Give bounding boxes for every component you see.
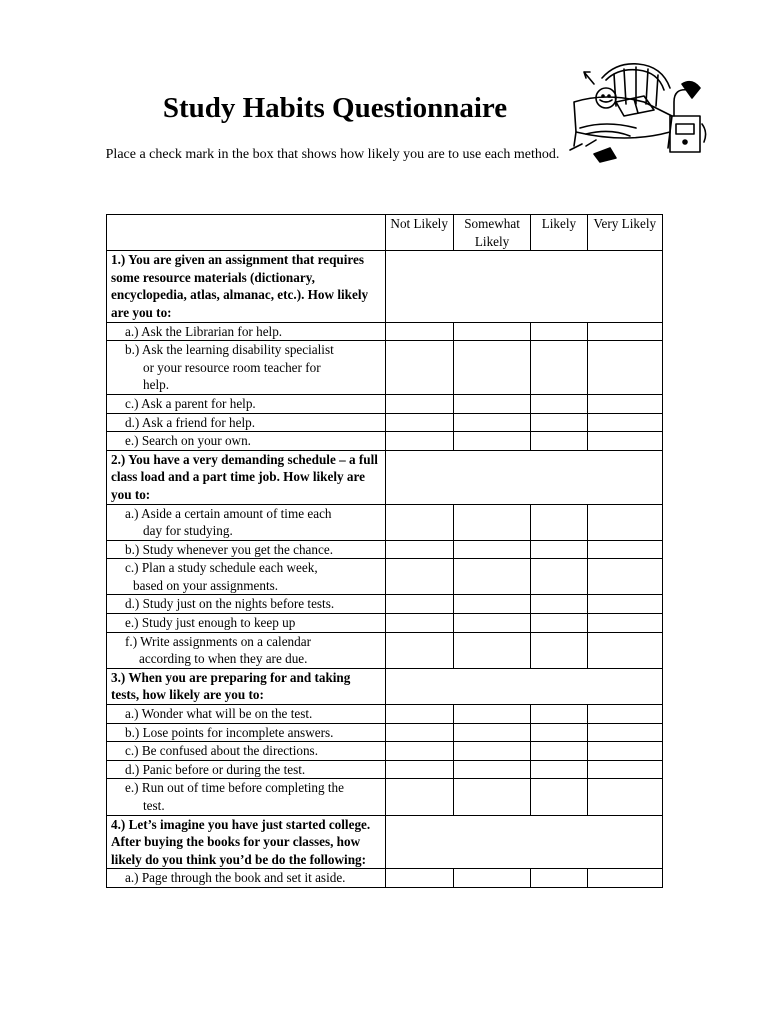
checkbox-somewhat-likely[interactable] xyxy=(453,723,530,742)
checkbox-likely[interactable] xyxy=(531,540,587,559)
section-question: 3.) When you are preparing for and taking tests, how likely are you to: xyxy=(107,668,386,704)
section-blank xyxy=(385,815,663,869)
item-label: a.) Page through the book and set it aside. xyxy=(107,869,386,888)
item-label: a.) Wonder what will be on the test. xyxy=(107,705,386,724)
col-not-likely: Not Likely xyxy=(385,215,453,251)
item-row xyxy=(107,779,663,815)
item-label: c.) Plan a study schedule each week, based on your assignments. xyxy=(107,559,386,595)
item-label: a.) Aside a certain amount of time each day for studying. xyxy=(107,504,386,540)
checkbox-not-likely[interactable] xyxy=(385,705,453,724)
checkbox-likely[interactable] xyxy=(531,432,587,451)
checkbox-very-likely[interactable] xyxy=(587,723,662,742)
checkbox-likely[interactable] xyxy=(531,632,587,668)
checkbox-not-likely[interactable] xyxy=(385,595,453,614)
item-label: c.) Be confused about the directions. xyxy=(107,742,386,761)
section-blank xyxy=(385,450,663,504)
checkbox-not-likely[interactable] xyxy=(385,779,453,815)
checkbox-very-likely[interactable] xyxy=(587,559,662,595)
checkbox-very-likely[interactable] xyxy=(587,504,662,540)
checkbox-very-likely[interactable] xyxy=(587,394,662,413)
item-label: b.) Study whenever you get the chance. xyxy=(107,540,386,559)
item-row xyxy=(107,413,663,432)
checkbox-very-likely[interactable] xyxy=(587,595,662,614)
checkbox-very-likely[interactable] xyxy=(587,614,662,633)
checkbox-somewhat-likely[interactable] xyxy=(453,595,530,614)
checkbox-very-likely[interactable] xyxy=(587,322,662,341)
checkbox-very-likely[interactable] xyxy=(587,705,662,724)
item-label: e.) Run out of time before completing the test. xyxy=(107,779,386,815)
child-reading-in-bed-illustration xyxy=(566,58,714,170)
item-label: c.) Ask a parent for help. xyxy=(107,394,386,413)
item-row xyxy=(107,632,663,668)
col-likely: Likely xyxy=(531,215,587,251)
checkbox-somewhat-likely[interactable] xyxy=(453,869,530,888)
checkbox-likely[interactable] xyxy=(531,413,587,432)
checkbox-not-likely[interactable] xyxy=(385,504,453,540)
checkbox-somewhat-likely[interactable] xyxy=(453,779,530,815)
checkbox-likely[interactable] xyxy=(531,394,587,413)
item-label: e.) Search on your own. xyxy=(107,432,386,451)
item-row xyxy=(107,394,663,413)
instructions-text: Place a check mark in the box that shows how likely you are to use each method. xyxy=(105,147,560,162)
item-label: b.) Ask the learning disability specialist or your resource room teacher for help. xyxy=(107,341,386,395)
item-row xyxy=(107,595,663,614)
section-question: 4.) Let’s imagine you have just started college. After buying the books for your classes, how likely do you think you’d be do the following: xyxy=(107,815,386,869)
item-row xyxy=(107,341,663,395)
item-label: f.) Write assignments on a calendar according to when they are due. xyxy=(107,632,386,668)
checkbox-somewhat-likely[interactable] xyxy=(453,760,530,779)
checkbox-not-likely[interactable] xyxy=(385,341,453,395)
checkbox-likely[interactable] xyxy=(531,559,587,595)
checkbox-not-likely[interactable] xyxy=(385,540,453,559)
checkbox-very-likely[interactable] xyxy=(587,432,662,451)
checkbox-very-likely[interactable] xyxy=(587,413,662,432)
checkbox-likely[interactable] xyxy=(531,595,587,614)
checkbox-not-likely[interactable] xyxy=(385,869,453,888)
checkbox-somewhat-likely[interactable] xyxy=(453,540,530,559)
checkbox-not-likely[interactable] xyxy=(385,322,453,341)
section-blank xyxy=(385,668,663,704)
checkbox-not-likely[interactable] xyxy=(385,559,453,595)
checkbox-somewhat-likely[interactable] xyxy=(453,504,530,540)
checkbox-likely[interactable] xyxy=(531,779,587,815)
item-label: b.) Lose points for incomplete answers. xyxy=(107,723,386,742)
checkbox-not-likely[interactable] xyxy=(385,413,453,432)
checkbox-not-likely[interactable] xyxy=(385,760,453,779)
header-blank-cell xyxy=(107,215,386,251)
checkbox-somewhat-likely[interactable] xyxy=(453,322,530,341)
item-label: d.) Ask a friend for help. xyxy=(107,413,386,432)
checkbox-likely[interactable] xyxy=(531,760,587,779)
item-row xyxy=(107,869,663,888)
item-row xyxy=(107,322,663,341)
item-label: e.) Study just enough to keep up xyxy=(107,614,386,633)
item-row xyxy=(107,705,663,724)
item-row xyxy=(107,432,663,451)
item-row xyxy=(107,723,663,742)
page-title: Study Habits Questionnaire xyxy=(162,92,508,124)
item-row xyxy=(107,614,663,633)
checkbox-very-likely[interactable] xyxy=(587,760,662,779)
checkbox-not-likely[interactable] xyxy=(385,723,453,742)
checkbox-very-likely[interactable] xyxy=(587,779,662,815)
section-question: 1.) You are given an assignment that requires some resource materials (dictionary, encyclopedia, atlas, almanac, etc.). How likely are you to: xyxy=(107,251,386,322)
checkbox-not-likely[interactable] xyxy=(385,742,453,761)
checkbox-likely[interactable] xyxy=(531,614,587,633)
section-row xyxy=(107,815,663,869)
checkbox-somewhat-likely[interactable] xyxy=(453,614,530,633)
checkbox-somewhat-likely[interactable] xyxy=(453,559,530,595)
checkbox-likely[interactable] xyxy=(531,742,587,761)
checkbox-likely[interactable] xyxy=(531,723,587,742)
checkbox-somewhat-likely[interactable] xyxy=(453,742,530,761)
checkbox-likely[interactable] xyxy=(531,504,587,540)
questionnaire-table xyxy=(106,214,663,888)
item-row xyxy=(107,760,663,779)
checkbox-somewhat-likely[interactable] xyxy=(453,341,530,395)
checkbox-likely[interactable] xyxy=(531,322,587,341)
section-row xyxy=(107,668,663,704)
checkbox-not-likely[interactable] xyxy=(385,614,453,633)
section-blank xyxy=(385,251,663,322)
checkbox-very-likely[interactable] xyxy=(587,540,662,559)
checkbox-likely[interactable] xyxy=(531,341,587,395)
col-very-likely: Very Likely xyxy=(587,215,662,251)
checkbox-somewhat-likely[interactable] xyxy=(453,394,530,413)
col-somewhat-likely: Somewhat Likely xyxy=(453,215,530,251)
checkbox-somewhat-likely[interactable] xyxy=(453,632,530,668)
checkbox-not-likely[interactable] xyxy=(385,394,453,413)
item-row xyxy=(107,559,663,595)
header-row xyxy=(107,215,663,251)
checkbox-somewhat-likely[interactable] xyxy=(453,705,530,724)
checkbox-somewhat-likely[interactable] xyxy=(453,413,530,432)
item-row xyxy=(107,504,663,540)
checkbox-not-likely[interactable] xyxy=(385,432,453,451)
checkbox-likely[interactable] xyxy=(531,705,587,724)
item-row xyxy=(107,742,663,761)
item-label: d.) Panic before or during the test. xyxy=(107,760,386,779)
item-label: a.) Ask the Librarian for help. xyxy=(107,322,386,341)
item-label: d.) Study just on the nights before tests. xyxy=(107,595,386,614)
checkbox-very-likely[interactable] xyxy=(587,341,662,395)
checkbox-likely[interactable] xyxy=(531,869,587,888)
section-question: 2.) You have a very demanding schedule – a full class load and a part time job. How likely are you to: xyxy=(107,450,386,504)
checkbox-very-likely[interactable] xyxy=(587,632,662,668)
section-row xyxy=(107,251,663,322)
item-row xyxy=(107,540,663,559)
checkbox-somewhat-likely[interactable] xyxy=(453,432,530,451)
checkbox-not-likely[interactable] xyxy=(385,632,453,668)
section-row xyxy=(107,450,663,504)
checkbox-very-likely[interactable] xyxy=(587,869,662,888)
checkbox-very-likely[interactable] xyxy=(587,742,662,761)
